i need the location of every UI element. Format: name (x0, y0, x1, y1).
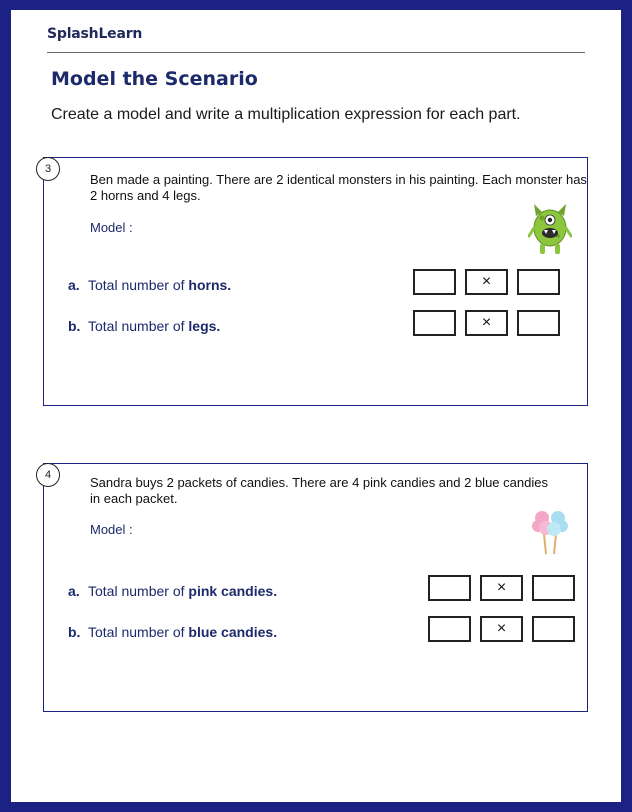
factor-box-2[interactable] (517, 310, 560, 336)
question-part-a (68, 583, 277, 599)
scenario-text (90, 475, 548, 507)
part-letter: a. (68, 277, 80, 293)
model-label: Model : (90, 220, 133, 235)
scenario-line: 2 horns and 4 legs. (90, 188, 201, 203)
factor-box-2[interactable] (532, 575, 575, 601)
part-text: Total number of (88, 277, 189, 293)
page-title: Model the Scenario (51, 68, 258, 90)
model-label: Model : (90, 522, 133, 537)
part-text: Total number of (88, 624, 189, 640)
header-divider (47, 52, 585, 53)
question-part-a (68, 277, 231, 293)
question-number: 3 (36, 157, 60, 181)
cotton-candy-icon (530, 508, 570, 556)
part-letter: a. (68, 583, 80, 599)
multiply-sign: × (465, 310, 508, 336)
monster-icon (528, 202, 572, 258)
question-number: 4 (36, 463, 60, 487)
part-text: Total number of (88, 583, 189, 599)
question-card-4 (43, 463, 588, 712)
factor-box-2[interactable] (517, 269, 560, 295)
part-keyword: legs. (188, 318, 221, 334)
instruction-text: Create a model and write a multiplication expression for each part. (51, 106, 521, 123)
answer-boxes (413, 310, 560, 336)
scenario-text (90, 172, 587, 204)
part-keyword: horns. (188, 277, 232, 293)
scenario-line: Ben made a painting. There are 2 identical monsters in his painting. Each monster has (90, 172, 587, 187)
part-letter: b. (68, 624, 81, 640)
factor-box-1[interactable] (428, 575, 471, 601)
brand-logo: SplashLearn (47, 26, 143, 42)
question-card-3 (43, 157, 588, 406)
multiply-sign: × (465, 269, 508, 295)
worksheet-page (11, 10, 621, 802)
scenario-line: Sandra buys 2 packets of candies. There are 4 pink candies and 2 blue candies (90, 475, 548, 490)
factor-box-1[interactable] (428, 616, 471, 642)
answer-boxes (413, 269, 560, 295)
answer-boxes (428, 616, 575, 642)
question-part-b (68, 318, 220, 334)
question-part-b (68, 624, 277, 640)
factor-box-1[interactable] (413, 269, 456, 295)
multiply-sign: × (480, 616, 523, 642)
part-keyword: pink candies. (188, 583, 278, 599)
factor-box-1[interactable] (413, 310, 456, 336)
factor-box-2[interactable] (532, 616, 575, 642)
part-keyword: blue candies. (188, 624, 278, 640)
part-text: Total number of (88, 318, 189, 334)
part-letter: b. (68, 318, 81, 334)
multiply-sign: × (480, 575, 523, 601)
answer-boxes (428, 575, 575, 601)
scenario-line: in each packet. (90, 491, 178, 506)
